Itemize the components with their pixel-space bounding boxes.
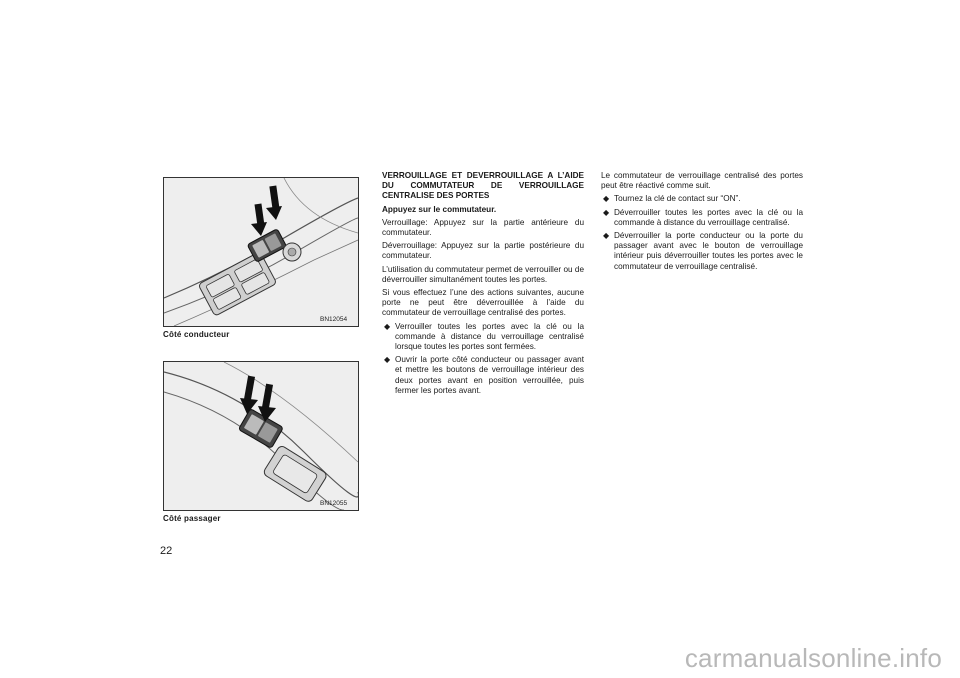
driver-switch-illustration [164,178,358,326]
text-column-right [601,171,803,275]
figure-caption: Côté conducteur [163,330,230,339]
page-number: 22 [160,545,173,557]
bullet-list [382,322,584,396]
list-item: ◆ Ouvrir la porte côté conducteur ou passager avant et mettre les boutons de verrouillage intérieur des deux portes avant en position verrouillée, puis fermer les portes avant. [382,355,584,396]
watermark: carmanualsonline.info [684,643,942,673]
list-item: ◆ Verrouiller toutes les portes avec la clé ou la commande à distance du verrouillage centralisé lorsque toutes les portes sont fermées. [382,322,584,353]
paragraph: Si vous effectuez l’une des actions suivantes, aucune porte ne peut être déverrouillée à l’aide du commutateur de verrouillage centralisé des portes. [382,288,584,318]
paragraph: L’utilisation du commutateur permet de verrouiller ou de déverrouiller simultanément toutes les portes. [382,264,584,284]
paragraph: Le commutateur de verrouillage centralisé des portes peut être réactivé comme suit. [601,171,803,191]
figure-driver-side [163,177,359,327]
bullet-list [601,194,803,271]
list-item: ◆ Déverrouiller la porte conducteur ou la porte du passager avant avec le bouton de verrouillage intérieur puis déverrouiller toutes les portes avec le commutateur de verrouillage centralisé. [601,231,803,272]
section-subheading: Appuyez sur le commutateur. [382,204,497,214]
text-column-main [382,171,584,399]
figure-passenger-side [163,361,359,511]
figure-code: BN12054 [320,316,348,323]
section-heading: VERROUILLAGE ET DEVERROUILLAGE A L’AIDE DU COMMUTATEUR DE VERROUILLAGE CENTRALISE DES PORTES [382,171,584,201]
figure-caption: Côté passager [163,514,221,523]
list-item: ◆ Tournez la clé de contact sur “ON”. [601,194,803,204]
list-item: ◆ Déverrouiller toutes les portes avec la clé ou la commande à distance du verrouillage centralisé. [601,208,803,228]
paragraph: Verrouillage: Appuyez sur la partie antérieure du commutateur. [382,217,584,238]
paragraph: Déverrouillage: Appuyez sur la partie postérieure du commutateur. [382,241,584,261]
passenger-switch-illustration [164,362,358,510]
figure-code: BN12055 [320,500,348,507]
